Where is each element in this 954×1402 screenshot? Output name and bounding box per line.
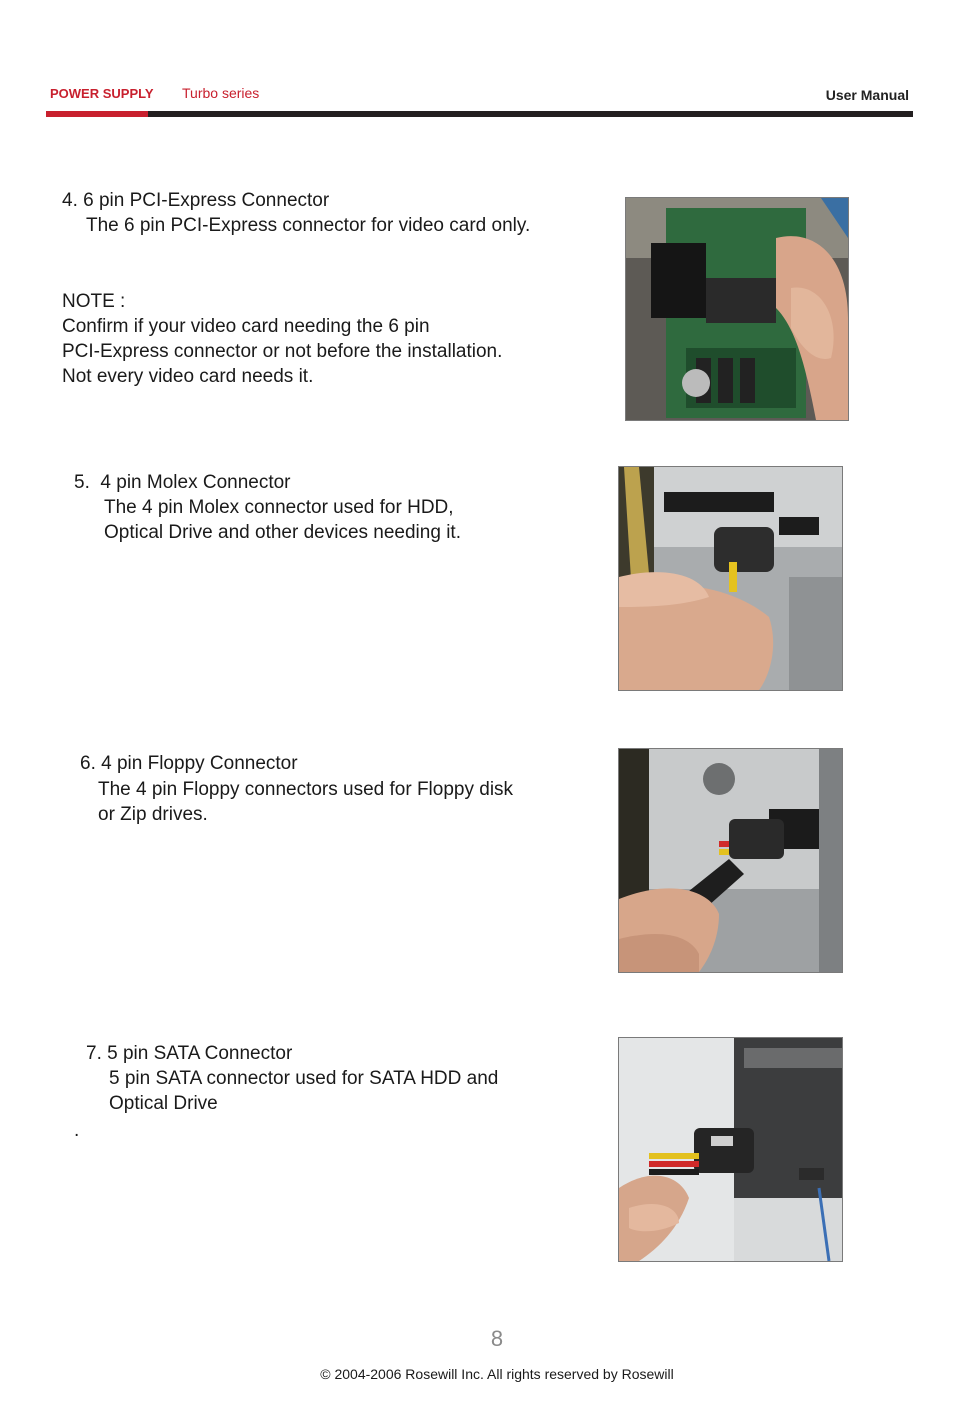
- section-title-sata: 7. 5 pin SATA Connector: [86, 1043, 293, 1064]
- floppy-connector-photo: [618, 748, 843, 973]
- section-desc-sata: 5 pin SATA connector used for SATA HDD and: [109, 1068, 499, 1089]
- copyright-notice: © 2004-2006 Rosewill Inc. All rights reserved by Rosewill: [320, 1366, 674, 1382]
- stray-mark: .: [74, 1120, 80, 1141]
- note-line: Not every video card needs it.: [62, 366, 314, 387]
- section-title-molex: 5. 4 pin Molex Connector: [74, 472, 291, 493]
- page-number: 8: [490, 1326, 504, 1351]
- pcie-connector-photo: [625, 197, 849, 421]
- section-desc-floppy: or Zip drives.: [98, 804, 208, 825]
- header-manual-label: User Manual: [825, 87, 909, 103]
- note-line: PCI-Express connector or not before the installation.: [62, 341, 503, 362]
- section-desc-molex: Optical Drive and other devices needing it.: [104, 522, 461, 543]
- section-desc-molex: The 4 pin Molex connector used for HDD,: [104, 497, 454, 518]
- section-desc-floppy: The 4 pin Floppy connectors used for Floppy disk: [98, 779, 514, 800]
- header-series: Turbo series: [182, 85, 260, 101]
- header-rule: [148, 111, 913, 117]
- note-label: NOTE :: [62, 291, 126, 312]
- header-brand: POWER SUPPLY: [50, 86, 154, 101]
- molex-connector-photo: [618, 466, 843, 691]
- note-line: Confirm if your video card needing the 6 pin: [62, 316, 430, 337]
- section-title-pcie: 4. 6 pin PCI-Express Connector: [62, 190, 330, 211]
- section-desc-pcie: The 6 pin PCI-Express connector for video card only.: [86, 215, 531, 236]
- header-rule-accent: [46, 111, 148, 117]
- section-desc-sata: Optical Drive: [109, 1093, 218, 1114]
- sata-connector-photo: [618, 1037, 843, 1262]
- section-title-floppy: 6. 4 pin Floppy Connector: [80, 753, 298, 774]
